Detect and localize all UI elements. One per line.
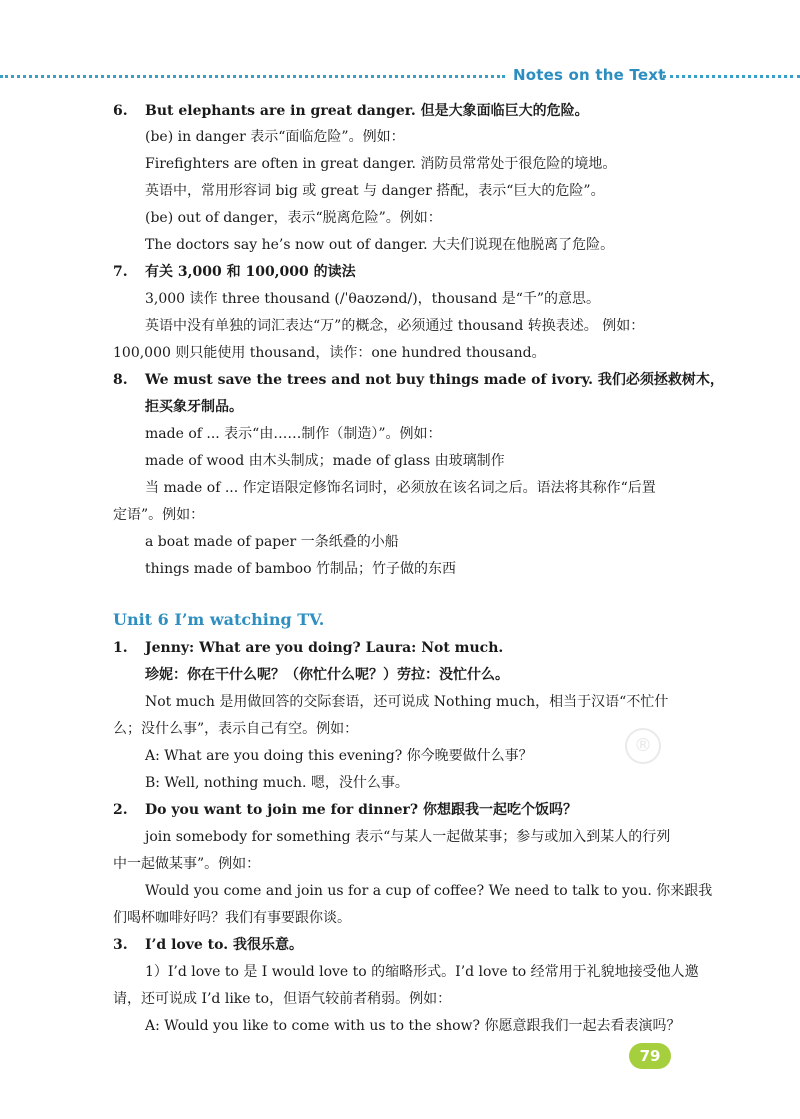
note-line: [0, 852, 800, 876]
unit-note-1-heading-line: [0, 636, 800, 660]
note-text: made of ... 表示“由……制作（制造）”。例如：: [145, 426, 442, 442]
note-text: (be) in danger 表示“面临危险”。例如：: [145, 129, 405, 145]
note-number: 3.: [113, 937, 128, 953]
page-number-badge: 79: [629, 1043, 671, 1069]
note-heading: Jenny: What are you doing? Laura: Not much.: [145, 640, 504, 656]
note-7-heading-line: [0, 260, 800, 284]
unit-note-3-heading-line: [0, 933, 800, 957]
note-line: [0, 1014, 800, 1038]
note-line: [0, 314, 800, 338]
note-line: [0, 690, 800, 714]
note-line: [0, 960, 800, 984]
note-text: Would you come and join us for a cup of coffee? We need to talk to you. 你来跟我: [145, 883, 713, 899]
note-text: a boat made of paper 一条纸叠的小船: [145, 534, 399, 550]
note-text: B: Well, nothing much. 嗯，没什么事。: [145, 775, 409, 791]
note-line: [0, 449, 800, 473]
note-number: 1.: [113, 640, 128, 656]
note-line: [0, 557, 800, 581]
note-heading: I’d love to. 我很乐意。: [145, 937, 303, 953]
note-text: 定语”。例如：: [113, 507, 205, 523]
note-heading: Do you want to join me for dinner? 你想跟我一起吃个饭吗？: [145, 802, 578, 818]
note-text: Firefighters are often in great danger. 消防员常常处于很危险的境地。: [145, 156, 617, 172]
unit-note-2-heading-line: [0, 798, 800, 822]
note-8-heading-line: [0, 368, 800, 392]
running-header: [0, 68, 800, 84]
note-heading: We must save the trees and not buy things made of ivory. 我们必须拯救树木，: [145, 372, 724, 388]
note-text: join somebody for something 表示“与某人一起做某事；参与或加入到某人的行列: [145, 829, 671, 845]
note-text: 英语中，常用形容词 big 或 great 与 danger 搭配，表示“巨大的危险”。: [145, 183, 605, 199]
note-line: [0, 663, 800, 687]
note-text: Not much 是用做回答的交际套语，还可说成 Nothing much，相当于汉语“不忙什: [145, 694, 669, 710]
note-line: [0, 906, 800, 930]
note-line: [0, 125, 800, 149]
note-line: [0, 771, 800, 795]
note-text: 100,000 则只能使用 thousand，读作：one hundred thousand。: [113, 345, 546, 361]
note-heading: 有关 3,000 和 100,000 的读法: [145, 264, 356, 280]
note-text: A: What are you doing this evening? 你今晚要做什么事？: [145, 748, 533, 764]
note-text: A: Would you like to come with us to the show? 你愿意跟我们一起去看表演吗？: [145, 1018, 681, 1034]
note-line: [0, 476, 800, 500]
note-line: [0, 287, 800, 311]
note-line: [0, 530, 800, 554]
note-text: things made of bamboo 竹制品；竹子做的东西: [145, 561, 456, 577]
header-title: Notes on the Text: [513, 66, 666, 84]
registered-mark-watermark: ®: [625, 728, 661, 764]
note-line: [0, 879, 800, 903]
note-6-heading-line: [0, 99, 800, 123]
note-text: (be) out of danger，表示“脱离危险”。例如：: [145, 210, 442, 226]
unit-title: Unit 6 I’m watching TV.: [113, 610, 325, 629]
note-line: [0, 395, 800, 419]
note-number: 2.: [113, 802, 128, 818]
note-line: [0, 825, 800, 849]
note-text: 英语中没有单独的词汇表达“万”的概念，必须通过 thousand 转换表述。 例如：: [145, 318, 645, 334]
note-line: [0, 422, 800, 446]
header-dotted-rule-left: [0, 75, 505, 78]
note-line: [0, 717, 800, 741]
note-text: 们喝杯咖啡好吗？我们有事要跟你谈。: [113, 910, 351, 926]
note-text: 中一起做某事”。例如：: [113, 856, 261, 872]
note-number: 7.: [113, 264, 128, 280]
note-number: 8.: [113, 372, 128, 388]
note-text: made of wood 由木头制成；made of glass 由玻璃制作: [145, 453, 505, 469]
note-line: [0, 987, 800, 1011]
note-line: [0, 152, 800, 176]
note-number: 6.: [113, 103, 128, 119]
note-text: 1）I’d love to 是 I would love to 的缩略形式。I’d love to 经常用于礼貌地接受他人邀: [145, 964, 699, 980]
note-text: 请，还可说成 I’d like to，但语气较前者稍弱。例如：: [113, 991, 452, 1007]
note-line: [0, 341, 800, 365]
note-line: [0, 744, 800, 768]
header-dotted-rule-right: [663, 75, 800, 78]
note-line: [0, 206, 800, 230]
note-heading: But elephants are in great danger. 但是大象面临巨大的危险。: [145, 103, 589, 119]
note-text: 么；没什么事”，表示自己有空。例如：: [113, 721, 359, 737]
note-line: [0, 233, 800, 257]
note-heading-continued: 拒买象牙制品。: [145, 399, 243, 415]
note-line: [0, 179, 800, 203]
note-text: 3,000 读作 three thousand (/ˈθaʊzənd/)，thousand 是“千”的意思。: [145, 291, 601, 307]
note-text: The doctors say he’s now out of danger. 大夫们说现在他脱离了危险。: [145, 237, 615, 253]
note-heading-continued: 珍妮：你在干什么呢？（你忙什么呢？）劳拉：没忙什么。: [145, 667, 509, 683]
note-line: [0, 503, 800, 527]
note-text: 当 made of ... 作定语限定修饰名词时，必须放在该名词之后。语法将其称作“后置: [145, 480, 656, 496]
